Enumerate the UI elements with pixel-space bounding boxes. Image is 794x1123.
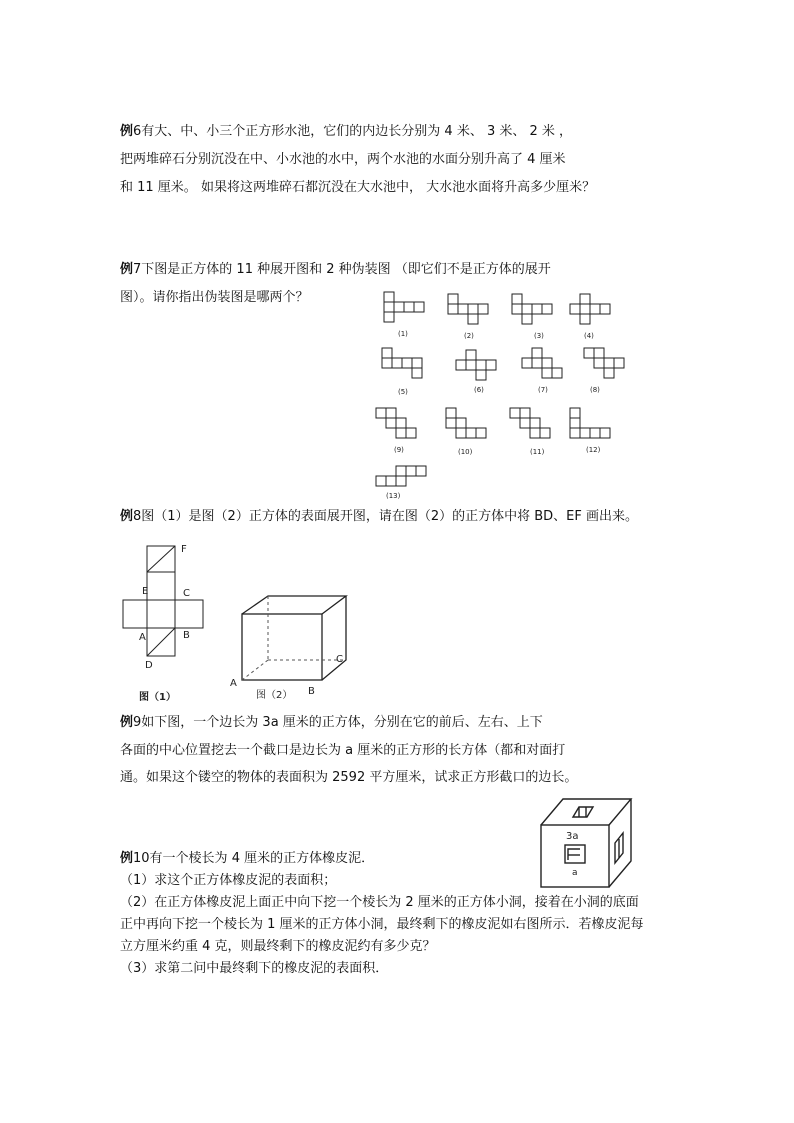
net-13 (376, 466, 426, 486)
cube-label-b: B (308, 686, 315, 697)
ex10-line-5: 立方厘米约重 4 克，则最终剩下的橡皮泥约有多少克？ (120, 939, 436, 954)
net-label-f: F (181, 544, 187, 555)
ex8-caption-1: 图（1） (139, 692, 176, 703)
net-caption: (7) (538, 386, 548, 394)
ex10-line-1: 例10有一个棱长为 4 厘米的正方体橡皮泥． (120, 851, 375, 866)
net-caption: (6) (474, 386, 484, 394)
net-label-a: A (139, 632, 146, 643)
ex6-line-1: 例6有大、中、小三个正方形水池，它们的内边长分别为 4 米、 3 米、 2 米 ， (120, 124, 573, 139)
net-label-d: D (145, 660, 153, 671)
net-caption: (10) (458, 448, 473, 456)
net-caption: (2) (464, 332, 474, 340)
net-3 (512, 294, 552, 324)
net-caption: (8) (590, 386, 600, 394)
ex6-line-3: 和 11 厘米。 如果将这两堆碎石都沉没在大水池中， 大水池水面将升高多少厘米？ (120, 180, 596, 195)
net-caption: (3) (534, 332, 544, 340)
net-caption: (12) (586, 446, 601, 454)
ex10-label: 例 (120, 851, 134, 866)
net-caption: (9) (394, 446, 404, 454)
cube-label-a: A (230, 678, 237, 689)
ex9-line-3: 通。如果这个镂空的物体的表面积为 2592 平方厘米，试求正方形截口的边长。 (120, 770, 578, 785)
net-caption: (1) (398, 330, 408, 338)
ex8-line-1: 例8图（1）是图（2）正方体的表面展开图，请在图（2）的正方体中将 BD、EF 画出来。 (120, 509, 638, 524)
ex8-caption-2: 图（2） (256, 690, 293, 700)
ex9-fig-top-label: 3a (566, 831, 579, 842)
ex8-net-figure (115, 538, 225, 708)
net-2 (448, 294, 488, 324)
net-7 (522, 348, 562, 378)
ex9-cube-figure (535, 795, 645, 890)
ex10-line-2: （1）求这个正方体橡皮泥的表面积； (120, 873, 337, 888)
ex7-label: 例 (120, 262, 134, 277)
net-11 (510, 408, 550, 438)
ex8-cube-figure (226, 588, 356, 700)
ex6-line-2: 把两堆碎石分别沉没在中、小水池的水中，两个水池的水面分别升高了 4 厘米 (120, 152, 566, 167)
net-12 (570, 408, 610, 438)
net-6 (456, 350, 496, 380)
net-8 (584, 348, 624, 378)
net-caption: (4) (584, 332, 594, 340)
net-label-e: E (142, 586, 149, 597)
net-caption: (13) (386, 492, 401, 500)
ex7-line-1: 例7下图是正方体的 11 种展开图和 2 种伪装图 （即它们不是正方体的展开 (120, 262, 551, 277)
net-label-c: C (183, 588, 190, 599)
net-10 (446, 408, 486, 438)
ex9-fig-bottom-label: a (572, 868, 578, 878)
net-1 (384, 292, 424, 322)
ex10-line-4: 正中再向下挖一个棱长为 1 厘米的正方体小洞，最终剩下的橡皮泥如右图所示．若橡皮泥每 (120, 917, 644, 932)
ex8-label: 例 (120, 509, 134, 524)
ex9-line-1: 例9如下图，一个边长为 3a 厘米的正方体，分别在它的前后、左右、上下 (120, 715, 543, 730)
ex10-line-6: （3）求第二问中最终剩下的橡皮泥的表面积． (120, 961, 389, 976)
net-9 (376, 408, 416, 438)
ex9-line-2: 各面的中心位置挖去一个截口是边长为 a 厘米的正方形的长方体（都和对面打 (120, 743, 566, 758)
net-caption: (11) (530, 448, 545, 456)
ex9-label: 例 (120, 715, 134, 730)
net-4 (570, 294, 610, 324)
net-label-b: B (183, 630, 190, 641)
ex6-label: 例 (120, 124, 134, 139)
cube-label-c: C (336, 654, 343, 665)
ex10-line-3: （2）在正方体橡皮泥上面正中向下挖一个棱长为 2 厘米的正方体小洞，接着在小洞的底面 (120, 895, 639, 910)
cube-nets-figure (370, 288, 640, 503)
ex7-line-2: 图）。请你指出伪装图是哪两个？ (120, 290, 309, 305)
net-caption: (5) (398, 388, 408, 396)
net-5 (382, 348, 422, 378)
